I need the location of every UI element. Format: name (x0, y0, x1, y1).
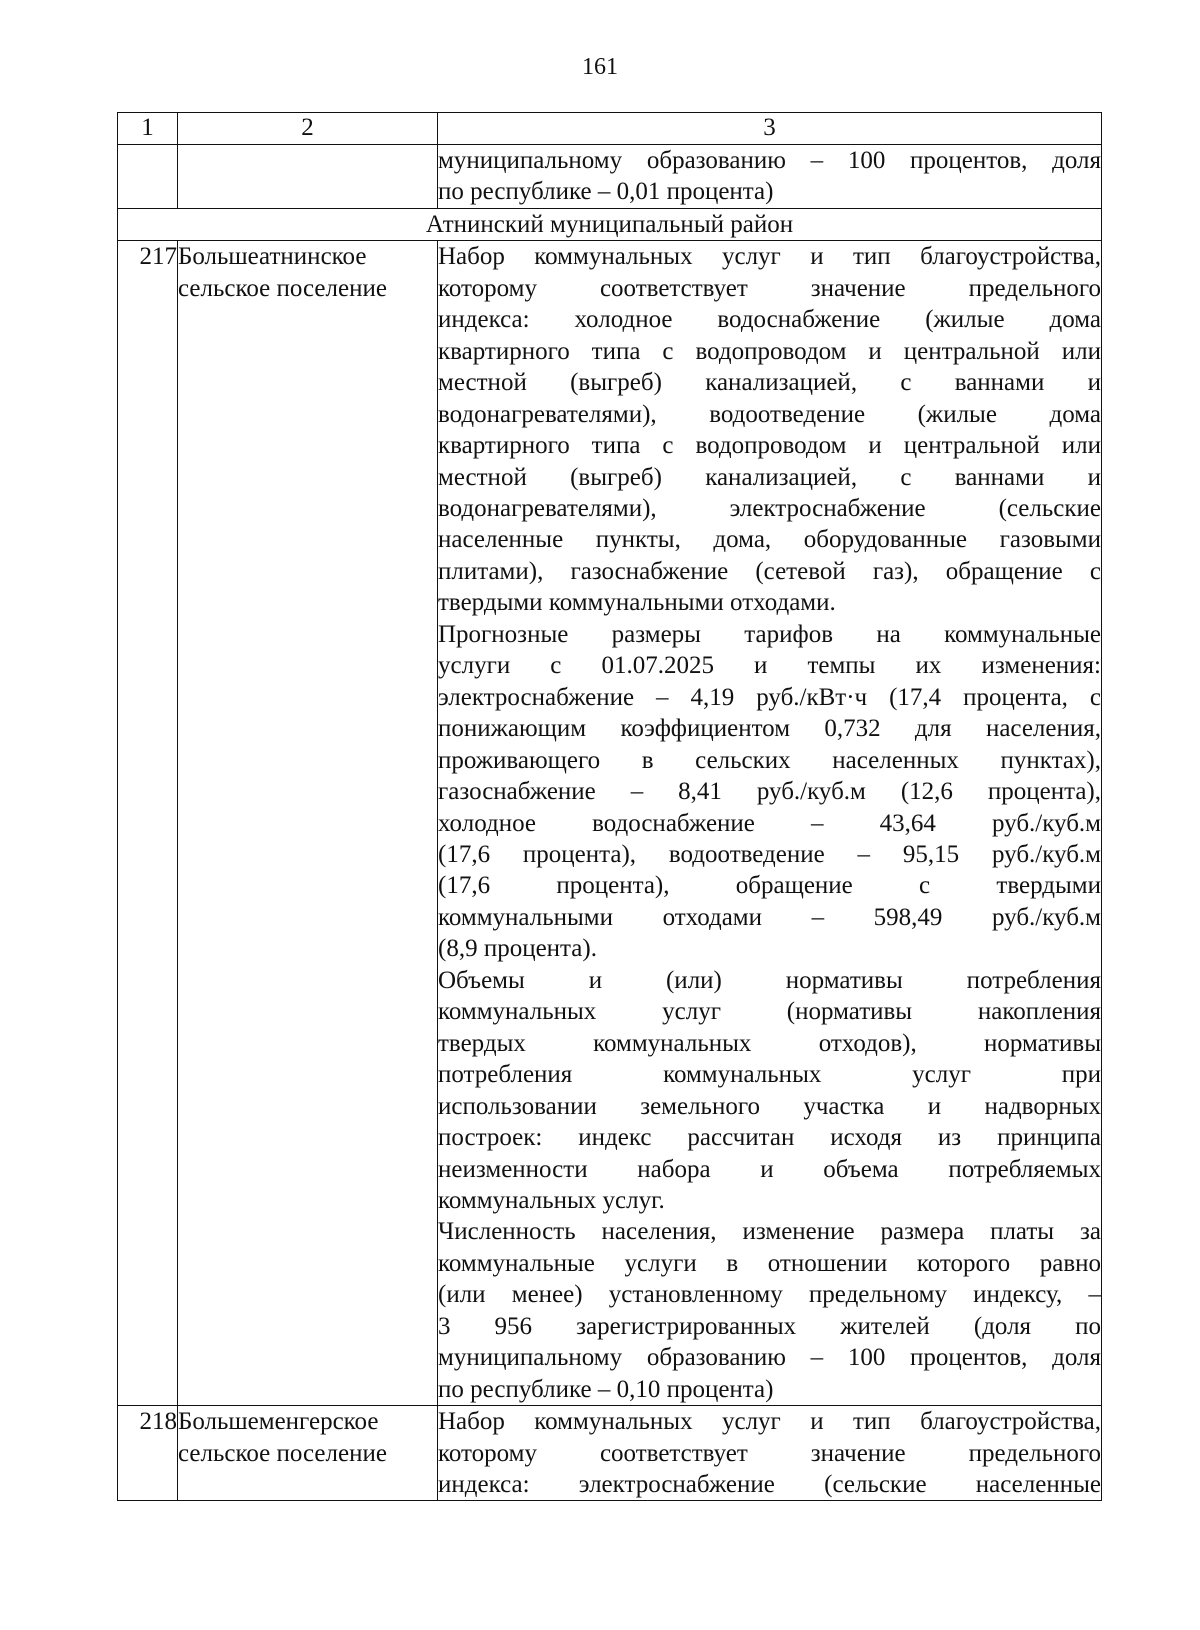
text-line: муниципальному образованию – 100 процентов, доля (438, 1344, 1101, 1372)
text-line: использовании земельного участка и надворных (438, 1092, 1101, 1120)
text-line: водонагревателями), водоотведение (жилые дома (438, 400, 1101, 428)
table-row (118, 1406, 1102, 1501)
description-cell (438, 241, 1102, 1406)
text-line: понижающим коэффициентом 0,732 для населения, (438, 715, 1101, 743)
paragraph-services (438, 1406, 1101, 1500)
continuation-desc-cell (438, 145, 1102, 209)
text-line: коммунальные услуги в отношении которого равно (438, 1249, 1101, 1277)
header-col-3: 3 (438, 113, 1102, 145)
continuation-name-cell (178, 145, 438, 209)
paragraph-population (438, 1216, 1101, 1405)
table-row (118, 241, 1102, 1406)
settlement-name-line: Большеменгерское (178, 1408, 379, 1436)
text-line: коммунальных услуг. (438, 1186, 665, 1214)
text-line: проживающего в сельских населенных пунктах), (438, 746, 1101, 774)
text-line: квартирного типа с водопроводом и центральной или (438, 337, 1101, 365)
text-line: коммунальных услуг (нормативы накопления (438, 998, 1101, 1026)
text-line: по республике – 0,10 процента) (438, 1375, 774, 1403)
paragraph-volumes (438, 965, 1101, 1217)
tariff-table (117, 112, 1102, 1501)
text-line: Прогнозные размеры тарифов на коммунальные (438, 620, 1101, 648)
text-line: (17,6 процента), водоотведение – 95,15 руб./куб.м (438, 840, 1101, 868)
text-line: Численность населения, изменение размера платы за (438, 1218, 1101, 1246)
continuation-line: муниципальному образованию – 100 процентов, доля (438, 147, 1101, 174)
district-row (118, 208, 1102, 240)
text-line: (17,6 процента), обращение с твердыми (438, 872, 1101, 900)
text-line: потребления коммунальных услуг при (438, 1061, 1101, 1089)
header-col-1: 1 (118, 113, 178, 145)
paragraph-services (438, 241, 1101, 618)
text-line: плитами), газоснабжение (сетевой газ), обращение с (438, 557, 1101, 585)
row-number: 218 (118, 1406, 178, 1501)
text-line: населенные пункты, дома, оборудованные газовыми (438, 526, 1101, 554)
paragraph-tariffs (438, 619, 1101, 965)
continuation-num-cell (118, 145, 178, 209)
text-line: твердых коммунальных отходов), нормативы (438, 1029, 1101, 1057)
text-line: квартирного типа с водопроводом и центральной или (438, 432, 1101, 460)
text-line: газоснабжение – 8,41 руб./куб.м (12,6 процента), (438, 778, 1101, 806)
text-line: твердыми коммунальными отходами. (438, 589, 836, 617)
settlement-name-line: сельское поселение (178, 274, 387, 302)
text-line: построек: индекс рассчитан исходя из принципа (438, 1124, 1101, 1152)
settlement-name-line: Большеатнинское (178, 243, 367, 271)
text-line: местной (выгреб) канализацией, с ваннами и (438, 369, 1101, 397)
district-heading: Атнинский муниципальный район (118, 208, 1102, 240)
text-line: Набор коммунальных услуг и тип благоустройства, (438, 243, 1101, 271)
text-line: услуги с 01.07.2025 и темпы их изменения: (438, 652, 1101, 680)
description-cell (438, 1406, 1102, 1501)
settlement-name-cell (178, 1406, 438, 1501)
text-line: электроснабжение – 4,19 руб./кВт·ч (17,4 процента, с (438, 683, 1101, 711)
text-line: Набор коммунальных услуг и тип благоустройства, (438, 1408, 1101, 1436)
continuation-row (118, 145, 1102, 209)
text-line: местной (выгреб) канализацией, с ваннами и (438, 463, 1101, 491)
text-line: водонагревателями), электроснабжение (сельские (438, 494, 1101, 522)
text-line: 3 956 зарегистрированных жителей (доля по (438, 1312, 1101, 1340)
settlement-name-cell (178, 241, 438, 1406)
text-line: неизменности набора и объема потребляемых (438, 1155, 1101, 1183)
header-col-2: 2 (178, 113, 438, 145)
text-line: (8,9 процента). (438, 935, 597, 963)
text-line: индекса: электроснабжение (сельские населенные (438, 1471, 1101, 1499)
text-line: которому соответствует значение предельного (438, 1439, 1101, 1467)
continuation-line: по республике – 0,01 процента) (438, 178, 774, 206)
row-number: 217 (118, 241, 178, 1406)
page-number: 161 (582, 54, 618, 80)
text-line: Объемы и (или) нормативы потребления (438, 966, 1101, 994)
text-line: (или менее) установленному предельному индексу, – (438, 1281, 1101, 1309)
text-line: индекса: холодное водоснабжение (жилые дома (438, 306, 1101, 334)
text-line: которому соответствует значение предельного (438, 274, 1101, 302)
header-row (118, 113, 1102, 145)
settlement-name-line: сельское поселение (178, 1439, 387, 1467)
text-line: коммунальными отходами – 598,49 руб./куб.м (438, 903, 1101, 931)
text-line: холодное водоснабжение – 43,64 руб./куб.м (438, 809, 1101, 837)
